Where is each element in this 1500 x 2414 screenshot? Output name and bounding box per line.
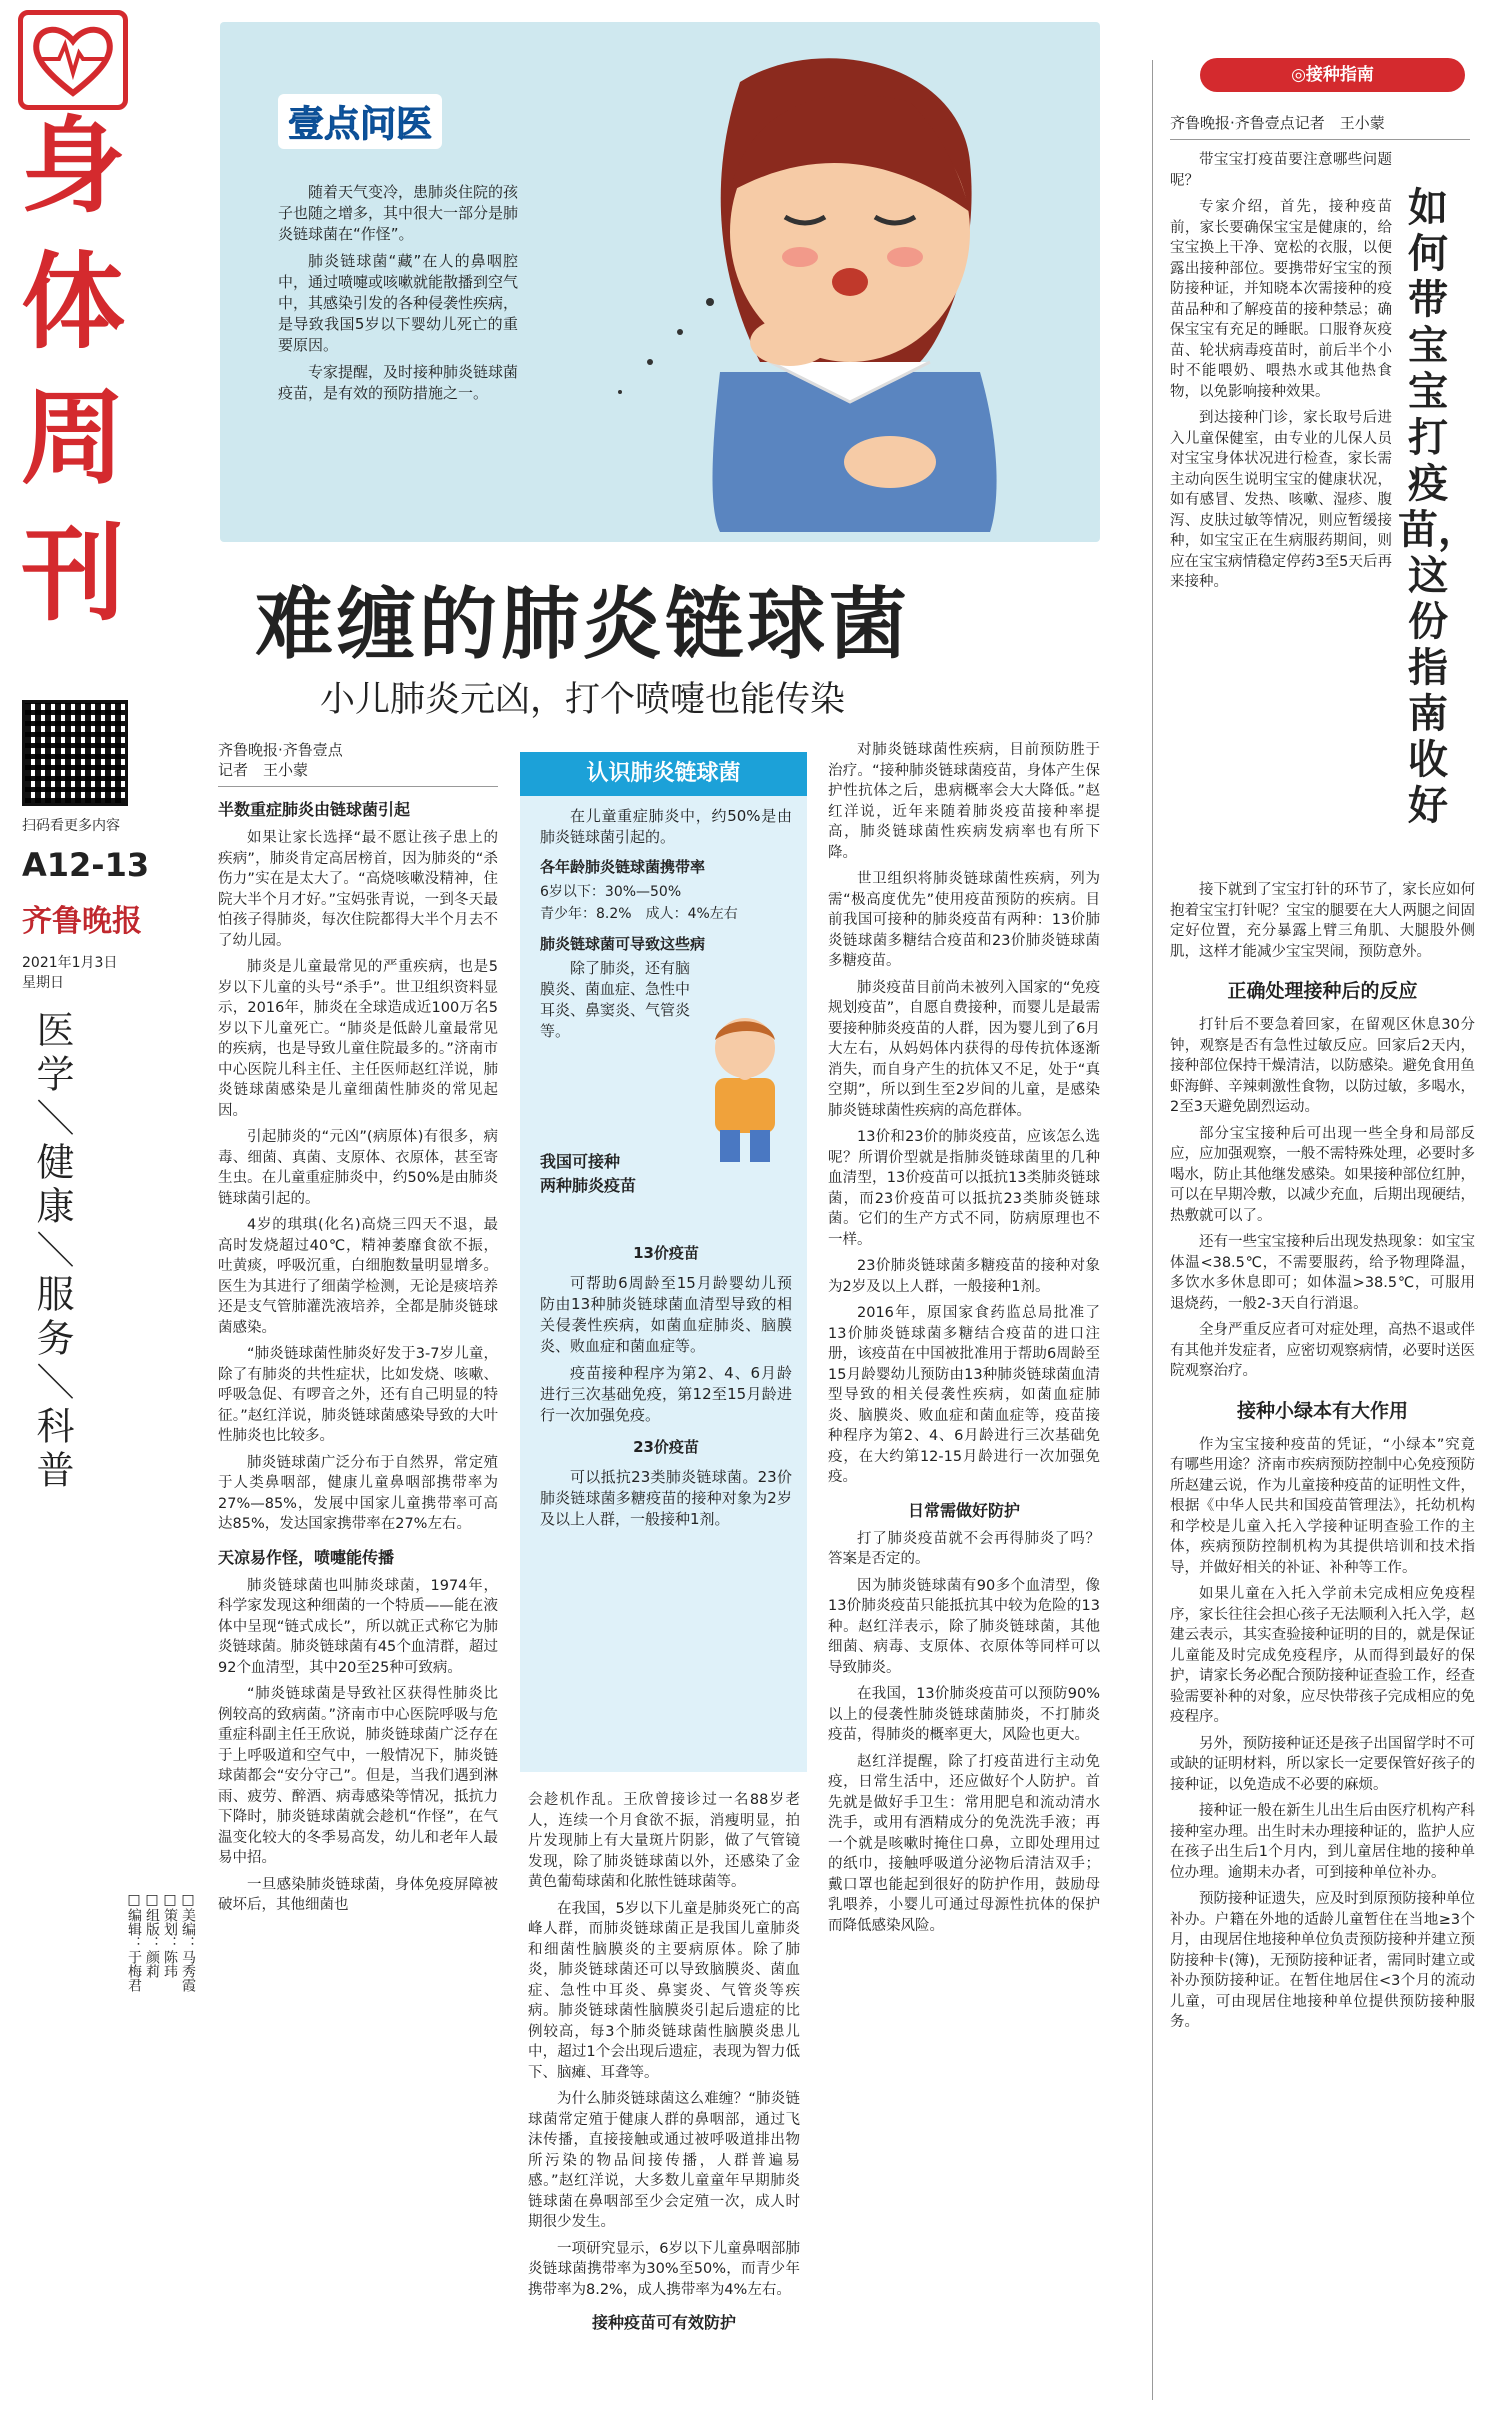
section-words: 医学＼健康＼服务＼科普 (30, 1010, 74, 1494)
credit-line: □组版：颜莉 (144, 1892, 160, 1978)
info-paragraph: 疫苗接种程序为第2、4、6月龄进行三次基础免疫，第12至15月龄进行一次加强免疫。 (540, 1364, 792, 1424)
body-paragraph: 肺炎疫苗目前尚未被列入国家的“免疫规划疫苗”，自愿自费接种，而婴儿是最需要接种肺炎疫苗的人群，因为婴儿到了6月大左右，从妈妈体内获得的母传抗体逐渐消失，而自身产生的抗体又不足，处于“真空期”，所以到生至2岁间的儿童，是感染肺炎链球菌性疾病的高危群体。 (828, 979, 1100, 1119)
body-paragraph: 肺炎链球菌也叫肺炎球菌，1974年，科学家发现这种细菌的一个特质——能在液体中呈现“链式成长”，所以就正式称它为肺炎链球菌。肺炎链球菌有45个血清群，超过92个血清型，其中20至25种可致病。 (218, 1577, 498, 1676)
qr-code-icon[interactable] (22, 700, 128, 806)
info-paragraph: 除了肺炎，还有脑膜炎、菌血症、急性中耳炎、鼻窦炎、气管炎等。 (540, 959, 691, 1040)
hero-paragraph: 随着天气变冷，患肺炎住院的孩子也随之增多，其中很大一部分是肺炎链球菌在“作怪”。 (278, 183, 519, 243)
body-paragraph: 肺炎是儿童最常见的严重疾病，也是5岁以下儿童的头号“杀手”。世卫组织资料显示，2016年，肺炎在全球造成近100万名5岁以下儿童死亡。“肺炎是低龄儿童最常见的疾病，也是导致儿童住院最多的。”济南市中心医院儿科主任、主任医师赵红洋说，肺炎链球菌感染是儿童细菌性肺炎的常见起因。 (218, 959, 498, 1119)
title-char-2: 体 (20, 241, 125, 363)
hero-paragraph: 肺炎链球菌“藏”在人的鼻咽腔中，通过喷嚏或咳嗽就能散播到空气中，其感染引发的各种侵袭性疾病，是导致我国5岁以下婴幼儿死亡的重要原因。 (278, 252, 519, 354)
info-heading: 肺炎链球菌可导致这些病 (540, 935, 706, 953)
body-paragraph: 因为肺炎链球菌有90多个血清型，像13价肺炎疫苗只能抵抗其中较为危险的13种。赵红洋表示，除了肺炎链球菌，其他细菌、病毒、支原体、衣原体等同样可以导致肺炎。 (828, 1577, 1100, 1676)
info-paragraph: 可帮助6周龄至15月龄婴幼儿预防由13种肺炎链球菌血清型导致的相关侵袭性疾病，如菌血症肺炎、脑膜炎、败血症和菌血症等。 (540, 1274, 792, 1355)
body-paragraph: “肺炎链球菌性肺炎好发于3-7岁儿童，除了有肺炎的共性症状，比如发烧、咳嗽、呼吸急促、有啰音之外，还有自己明显的特征。”赵红洋说，肺炎链球菌感染导致的大叶性肺炎也比较多。 (218, 1346, 498, 1444)
body-paragraph: 如果让家长选择“最不愿让孩子患上的疾病”，肺炎肯定高居榜首，因为肺炎的“杀伤力”实在是太大了。“高烧咳嗽没精神，住院大半个月才好。”宝妈张青说，一到冬天最怕孩子得肺炎，每次住院都得大半个月去不了幼儿园。 (218, 830, 498, 949)
title-char-4: 刊 (20, 513, 125, 635)
guide-section-bar: ◎接种指南 (1200, 58, 1465, 92)
guide-paragraph: 到达接种门诊，家长取号后进入儿童保健室，由专业的儿保人员对宝宝身体状况进行检查，家长需主动向医生说明宝宝的健康状况，如有感冒、发热、咳嗽、湿疹、腹泻、皮肤过敏等情况，则应暂缓接种，如宝宝正在生病服药期间，则应在宝宝病情稳定停药3至5天后再来接种。 (1170, 410, 1392, 590)
guide-title: 如何带宝宝打疫苗，这份指南收好 (1398, 185, 1478, 829)
body-paragraph: 4岁的琪琪(化名)高烧三四天不退，最高时发烧超过40℃，精神萎靡食欲不振，吐黄痰，呼吸沉重，白细胞数量明显增多。医生为其进行了细菌学检测，无论是痰培养还是支气管肺灌洗液培养，全都是肺炎链球菌感染。 (218, 1217, 498, 1336)
info-heading: 各年龄肺炎链球菌携带率 (540, 858, 706, 876)
title-char-1: 身 (20, 105, 125, 227)
info-rate-row: 青少年：8.2% 成人：4%左右 (540, 906, 738, 922)
sick-girl-illustration (560, 42, 1080, 532)
heart-logo-icon (18, 10, 128, 110)
body-paragraph: 一项研究显示，6岁以下儿童鼻咽部肺炎链球菌携带率为30%至50%，而青少年携带率为8.2%，成人携带率为4%左右。 (528, 2240, 800, 2298)
section-heading: 日常需做好防护 (907, 1500, 1020, 1520)
guide-byline: 齐鲁晚报·齐鲁壹点记者 王小蒙 (1170, 112, 1470, 140)
guide-paragraph: 接种证一般在新生儿出生后由医疗机构产科接种室办理。出生时未办理接种证的，监护人应在孩子出生后1个月内，到儿童居住地的接种单位办理。逾期未办者，可到接种单位补办。 (1170, 1803, 1475, 1881)
hero-paragraph: 专家提醒，及时接种肺炎链球菌疫苗，是有效的预防措施之一。 (278, 363, 519, 402)
vaccine-13-heading: 13价疫苗 (633, 1244, 699, 1262)
article-column-1 (218, 740, 498, 1922)
guide-paragraph: 预防接种证遗失，应及时到原预防接种单位补办。户籍在外地的适龄儿童暂住在当地≥3个月，由现居住地接种单位负责预防接种并建立预防接种卡(簿)，无预防接种证者，需同时建立或补办预防接种证。在暂住地居住<3个月的流动儿童，可由现居住地接种单位提供预防接种服务。 (1170, 1891, 1475, 2030)
credit-line: □美编：马秀霞 (180, 1892, 196, 1992)
section-heading: 半数重症肺炎由链球菌引起 (218, 800, 411, 819)
hero-badge: 壹点问医 (278, 94, 442, 149)
body-paragraph: “肺炎链球菌是导致社区获得性肺炎比例较高的致病菌。”济南市中心医院呼吸与危重症科副主任王欣说，肺炎链球菌广泛存在于上呼吸道和空气中，一般情况下，肺炎链球菌都会“安分守己”。但是，当我们遇到淋雨、疲劳、醉酒、病毒感染等情况，抵抗力下降时，肺炎链球菌就会趁机“作怪”，在气温变化较大的冬季易高发，幼儿和老年人最易中招。 (218, 1686, 498, 1866)
body-paragraph: 引起肺炎的“元凶”(病原体)有很多，病毒、细菌、真菌、支原体、衣原体，甚至寄生虫。在儿童重症肺炎中，约50%是由肺炎链球菌引起的。 (218, 1129, 498, 1207)
body-paragraph: 在我国，5岁以下儿童是肺炎死亡的高峰人群，而肺炎链球菌正是我国儿童肺炎和细菌性脑膜炎的主要病原体。除了肺炎，肺炎链球菌还可以导致脑膜炎、菌血症、急性中耳炎、鼻窦炎、气管炎等疾病。肺炎链球菌性脑膜炎引起后遗症的比例较高，每3个肺炎链球菌性脑膜炎患儿中，超过1个会出现后遗症，表现为智力低下、脑瘫、耳聋等。 (528, 1900, 800, 2081)
credit-line: □编辑：于梅君 (126, 1892, 142, 1992)
guide-paragraph: 部分宝宝接种后可出现一些全身和局部反应，应加强观察，一般不需特殊处理，必要时多喝水，防止其他继发感染。如果接种部位红肿，可以在早期冷敷，以减少充血，后期出现硬结，热敷就可以了。 (1170, 1125, 1475, 1224)
body-paragraph: 为什么肺炎链球菌这么难缠？“肺炎链球菌常定殖于健康人群的鼻咽部，通过飞沫传播，直接接触或通过被呼吸道排出物所污染的物品间接传播，人群普遍易感。”赵红洋说，大多数儿童童年早期肺炎链球菌在鼻咽部至少会定殖一次，成人时期很少发生。 (528, 2091, 800, 2230)
guide-paragraph: 打针后不要急着回家，在留观区休息30分钟，观察是否有急性过敏反应。回家后2天内，接种部位保持干燥清洁，以防感染。避免食用鱼虾海鲜、辛辣刺激性食物，以防过敏，多喝水，2至3天避免剧烈运动。 (1170, 1017, 1475, 1115)
body-paragraph: 对肺炎链球菌性疾病，目前预防胜于治疗。“接种肺炎链球菌疫苗，身体产生保护性抗体之后，患病概率会大大降低。”赵红洋说，近年来随着肺炎疫苗接种率提高，肺炎链球菌性疾病发病率也有所下降。 (828, 742, 1100, 861)
guide-paragraph: 另外，预防接种证还是孩子出国留学时不可或缺的证明材料，所以家长一定要保管好孩子的接种证，以免造成不必要的麻烦。 (1170, 1735, 1475, 1793)
column-divider (1152, 60, 1153, 2400)
guide-paragraph: 还有一些宝宝接种后出现发热现象：如宝宝体温<38.5℃，不需要服药，给予物理降温，多饮水多休息即可；如体温>38.5℃，可服用退烧药，一般2-3天自行消退。 (1170, 1234, 1475, 1312)
issue-date: 2021年1月3日 (22, 955, 118, 971)
guide-paragraph: 全身严重反应者可对症处理，高热不退或伴有其他并发症者，应密切观察病情，必要时送医院观察治疗。 (1170, 1322, 1475, 1379)
byline-reporter: 记者 王小蒙 (218, 760, 498, 787)
section-heading: 天凉易作怪，喷嚏能传播 (218, 1547, 395, 1567)
article-column-2 (528, 1790, 800, 2341)
guide-paragraph: 专家介绍，首先，接种疫苗前，家长要确保宝宝是健康的，给宝宝换上干净、宽松的衣服，以便露出接种部位。要携带好宝宝的预防接种证，并知晓本次需接种的疫苗品种和了解疫苗的接种禁忌；确保宝宝有充足的睡眠。口服脊灰疫苗、轮状病毒疫苗时，前后半个小时不能喂奶、喂热水或其他热食物，以免影响接种效果。 (1170, 199, 1392, 400)
guide-intro (1170, 150, 1392, 599)
body-paragraph: 肺炎链球菌广泛分布于自然界，常定殖于人类鼻咽部，健康儿童鼻咽部携带率为27%—85%，发展中国家儿童携带率可高达85%，发达国家携带率在27%左右。 (218, 1454, 498, 1532)
info-heading: 我国可接种 (540, 1152, 621, 1171)
page-number: A12-13 (22, 846, 150, 884)
section-heading: 接种疫苗可有效防护 (591, 2313, 736, 2332)
guide-paragraph: 如果儿童在入托入学前未完成相应免疫程序，家长往往会担心孩子无法顺利入托入学，赵建云表示，其实查验接种证明的目的，就是保证儿童能及时完成免疫程序，从而得到最好的保护，请家长务必配合预防接种证查验工作，经查验需要补种的对象，应尽快带孩子完成相应的免疫程序。 (1170, 1586, 1475, 1725)
body-paragraph: 在我国，13价肺炎疫苗可以预防90%以上的侵袭性肺炎链球菌肺炎，不打肺炎疫苗，得肺炎的概率更大，风险也更大。 (828, 1686, 1100, 1743)
article-title: 难缠的肺炎链球菌 (255, 580, 912, 670)
body-paragraph: 13价和23价的肺炎疫苗，应该怎么选呢？所谓价型就是指肺炎链球菌里的几种血清型，13价疫苗可以抵抗13类肺炎链球菌，而23价疫苗可以抵抗23类肺炎链球菌。它们的生产方式不同，防病原理也不一样。 (828, 1129, 1100, 1248)
guide-body (1170, 880, 1475, 2039)
vaccine-23-heading: 23价疫苗 (633, 1438, 699, 1456)
body-paragraph: 赵红洋提醒，除了打疫苗进行主动免疫，日常生活中，还应做好个人防护。首先就是做好手卫生：常用肥皂和流动清水洗手，或用有酒精成分的免洗洗手液；再一个就是咳嗽时掩住口鼻，立即处理用过的纸巾，接触呼吸道分泌物后清洁双手；戴口罩也能起到很好的防护作用，鼓励母乳喂养，小婴儿可通过母源性抗体的保护而降低感染风险。 (828, 1753, 1100, 1934)
info-box-content-2 (540, 1150, 792, 1536)
guide-section-heading: 接种小绿本有大作用 (1236, 1399, 1408, 1422)
article-subtitle: 小儿肺炎元凶，打个喷嚏也能传染 (320, 680, 846, 720)
qr-caption: 扫码看更多内容 (22, 818, 120, 834)
body-paragraph: 2016年，原国家食药监总局批准了13价肺炎链球菌多糖结合疫苗的进口注册，该疫苗在中国被批准用于帮助6周龄至15月龄婴幼儿预防由13种肺炎链球菌血清型导致的相关侵袭性疾病，如菌血症肺炎、脑膜炎、败血症和菌血症等，疫苗接种程序为第2、4、6月龄进行三次基础免疫，在大约第12-15月龄进行一次加强免疫。 (828, 1305, 1100, 1485)
credits (125, 1892, 197, 2152)
info-heading: 两种肺炎疫苗 (540, 1176, 637, 1195)
info-paragraph: 在儿童重症肺炎中，约50%是由肺炎链球菌引起的。 (540, 807, 792, 846)
newspaper-logo: 齐鲁晚报 (22, 904, 142, 939)
article-column-3 (828, 740, 1100, 1942)
title-char-3: 周 (20, 377, 125, 499)
byline-outlet: 齐鲁晚报·齐鲁壹点 (218, 741, 343, 759)
hero-panel (220, 22, 1100, 542)
credit-line: □策划：陈玮 (162, 1892, 178, 1978)
info-rate-row: 6岁以下：30%—50% (540, 884, 682, 900)
info-paragraph: 可以抵抗23类肺炎链球菌。23价肺炎链球菌多糖疫苗的接种对象为2岁及以上人群，一般接种1剂。 (540, 1468, 792, 1528)
body-paragraph: 一旦感染肺炎链球菌，身体免疫屏障被破坏后，其他细菌也 (218, 1876, 498, 1913)
hero-text (278, 182, 518, 410)
guide-paragraph: 接下就到了宝宝打针的环节了，家长应如何抱着宝宝打针呢？宝宝的腿要在大人两腿之间固定好位置，充分暴露上臂三角肌、大腿股外侧肌，这样才能减少宝宝哭闹，预防意外。 (1170, 882, 1475, 960)
guide-paragraph: 作为宝宝接种疫苗的凭证，“小绿本”究竟有哪些用途？济南市疾病预防控制中心免疫预防所赵建云说，作为儿童接种疫苗的证明性文件，根据《中华人民共和国疫苗管理法》，托幼机构和学校是儿童入托入学接种证明查验工作的主体，疾病预防控制机构为其提供培训和技术指导，并做好相关的补证、补种等工作。 (1170, 1436, 1475, 1576)
body-paragraph: 世卫组织将肺炎链球菌性疾病，列为需“极高度优先”使用疫苗预防的疾病。目前我国可接种的肺炎疫苗有两种：13价肺炎链球菌多糖结合疫苗和23价肺炎链球菌多糖疫苗。 (828, 871, 1100, 969)
info-box-title: 认识肺炎链球菌 (520, 752, 807, 796)
coughing-child-icon (690, 1010, 800, 1170)
guide-paragraph: 带宝宝打疫苗要注意哪些问题呢？ (1170, 152, 1392, 189)
body-paragraph: 会趁机作乱。王欣曾接诊过一名88岁老人，连续一个月食欲不振，消瘦明显，拍片发现肺上有大量斑片阴影，做了气管镜发现，除了肺炎链球菌以外，还感染了金黄色葡萄球菌和化脓性链球菌等。 (528, 1792, 800, 1890)
body-paragraph: 23价肺炎链球菌多糖疫苗的接种对象为2岁及以上人群，一般接种1剂。 (828, 1258, 1100, 1295)
body-paragraph: 打了肺炎疫苗就不会再得肺炎了吗？答案是否定的。 (828, 1530, 1100, 1567)
issue-weekday: 星期日 (22, 975, 64, 991)
guide-section-heading: 正确处理接种后的反应 (1227, 980, 1418, 1002)
